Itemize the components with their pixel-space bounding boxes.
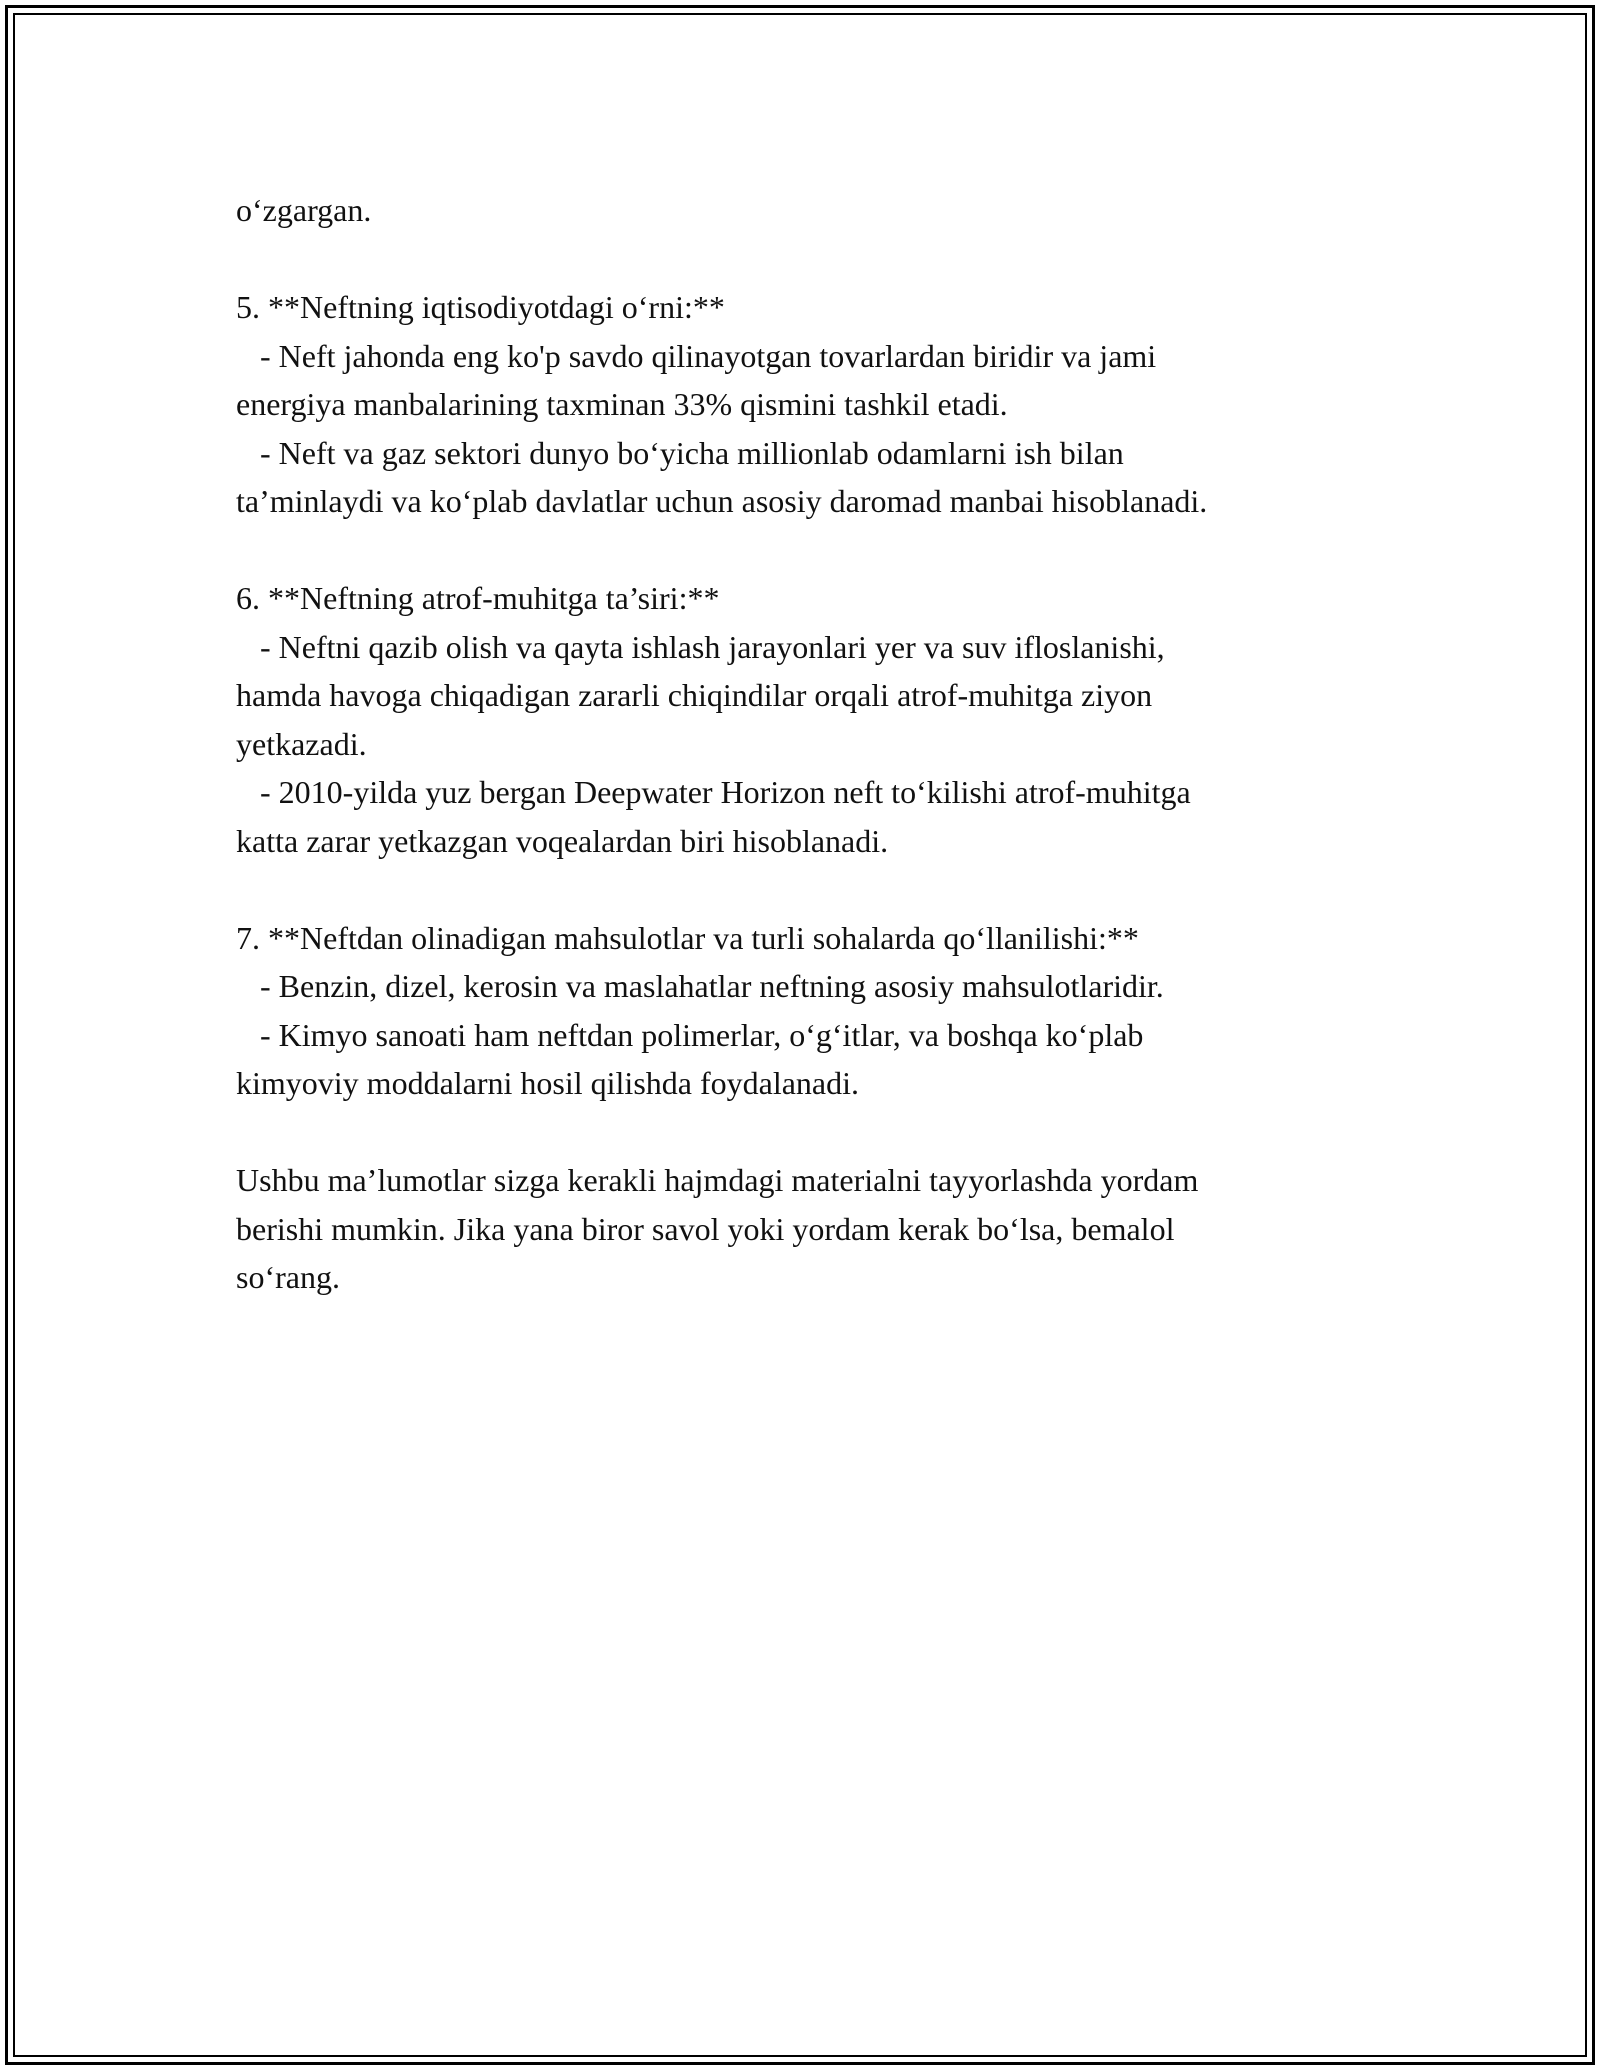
blank-line (236, 1108, 1366, 1157)
closing-paragraph-line: Ushbu ma’lumotlar sizga kerakli hajmdagi materialni tayyorlashda yordam (236, 1162, 1199, 1198)
text-line: yetkazadi. (236, 725, 367, 762)
text-line: - Kimyo sanoati ham neftdan polimerlar, o‘g‘itlar, va boshqa ko‘plab (236, 1016, 1144, 1053)
document-body (236, 186, 1366, 1302)
text-line: hamda havoga chiqadigan zararli chiqindilar orqali atrof-muhitga ziyon (236, 677, 1153, 713)
text-line: - Neftni qazib olish va qayta ishlash jarayonlari yer va suv ifloslanishi, (236, 628, 1165, 665)
closing-paragraph-line: so‘rang. (236, 1259, 340, 1295)
text-line: kimyoviy moddalarni hosil qilishda foydalanadi. (236, 1065, 860, 1101)
text-line: o‘zgargan. (236, 192, 372, 228)
text-line: ta’minlaydi va ko‘plab davlatlar uchun asosiy daromad manbai hisoblanadi. (236, 483, 1208, 519)
text-line: - Benzin, dizel, kerosin va maslahatlar neftning asosiy mahsulotlaridir. (236, 968, 1164, 1004)
text-line: energiya manbalarining taxminan 33% qismini tashkil etadi. (236, 386, 1008, 422)
blank-line (236, 526, 1366, 575)
text-line: - Neft va gaz sektori dunyo bo‘yicha millionlab odamlarni ish bilan (236, 434, 1124, 471)
section-heading: 6. **Neftning atrof-muhitga ta’siri:** (236, 580, 720, 616)
text-line: - Neft jahonda eng ko'p savdo qilinayotgan tovarlardan biridir va jami (236, 337, 1157, 374)
blank-line (236, 865, 1366, 914)
section-heading: 7. **Neftdan olinadigan mahsulotlar va turli sohalarda qo‘llanilishi:** (236, 919, 1139, 956)
section-heading: 5. **Neftning iqtisodiyotdagi o‘rni:** (236, 289, 725, 325)
closing-paragraph-line: berishi mumkin. Jika yana biror savol yoki yordam kerak bo‘lsa, bemalol (236, 1210, 1175, 1247)
blank-line (236, 235, 1366, 284)
text-line: katta zarar yetkazgan voqealardan biri hisoblanadi. (236, 822, 889, 859)
text-line: - 2010-yilda yuz bergan Deepwater Horizon neft to‘kilishi atrof-muhitga (236, 774, 1191, 810)
